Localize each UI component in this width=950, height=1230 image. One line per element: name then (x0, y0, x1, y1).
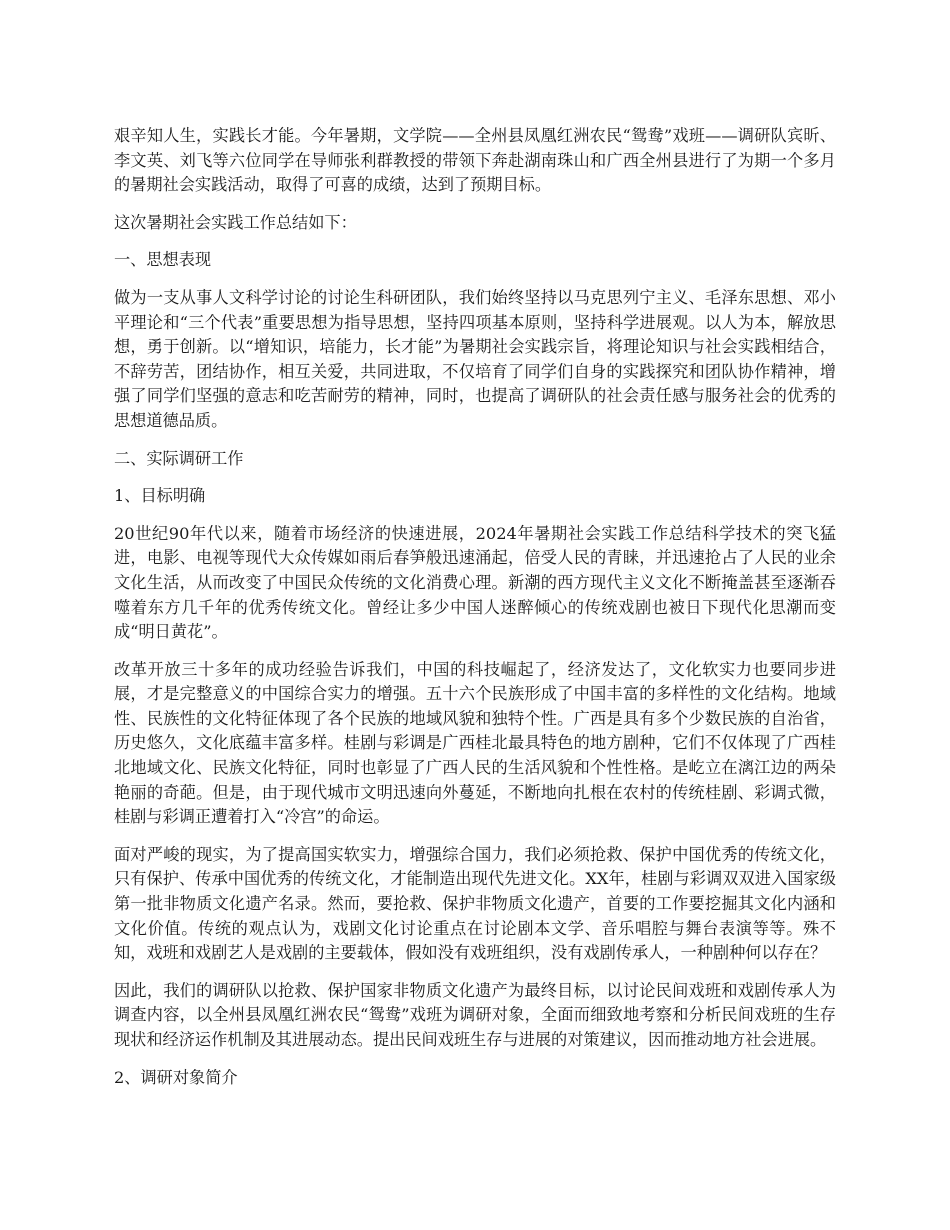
ideology-paragraph: 做为一支从事人文科学讨论的讨论生科研团队，我们始终坚持以马克思列宁主义、毛泽东思想、邓小平理论和“三个代表”重要思想为指导思想，坚持四项基本原则，坚持科学进展观。以人为本，解放思想，勇于创新。以“增知识，培能力，长才能”为暑期社会实践宗旨，将理论知识与社会实践相结合，不辞劳苦，团结协作，相互关爱，共同进取，不仅培育了同学们自身的实践探究和团队协作精神，增强了同学们坚强的意志和吃苦耐劳的精神，同时，也提高了调研队的社会责任感与服务社会的优秀的思想道德品质。 (114, 287, 836, 430)
summary-lead: 这次暑期社会实践工作总结如下： (114, 212, 357, 232)
intro-paragraph: 艰辛知人生，实践长才能。今年暑期，文学院——全州县凤凰红洲农民“鸳鸯”戏班——调研队宾昕、李文英、刘飞等六位同学在导师张利群教授的带领下奔赴湖南珠山和广西全州县进行了为期一个多月的暑期社会实践活动，取得了可喜的成绩，达到了预期目标。 (114, 126, 836, 195)
background-paragraph: 20世纪90年代以来，随着市场经济的快速进展，2024年暑期社会实践工作总结科学技术的突飞猛进，电影、电视等现代大众传媒如雨后春笋般迅速涌起，倍受人民的青睐，并迅速抢占了人民的业余文化生活，从而改变了中国民众传统的文化消费心理。新潮的西方现代主义文化不断掩盖甚至逐渐吞噬着东方几千年的优秀传统文化。曾经让多少中国人迷醉倾心的传统戏剧也被日下现代化思潮而变成“明日黄花”。 (114, 523, 836, 642)
subheading-subject-intro: 2、调研对象简介 (114, 1067, 238, 1087)
reform-paragraph: 改革开放三十多年的成功经验告诉我们，中国的科技崛起了，经济发达了，文化软实力也要同步进展，才是完整意义的中国综合实力的增强。五十六个民族形成了中国丰富的多样性的文化结构。地域性、民族性的文化特征体现了各个民族的地域风貌和独特个性。广西是具有多个少数民族的自治省，历史悠久，文化底蕴丰富多样。桂剧与彩调是广西桂北最具特色的地方剧种，它们不仅体现了广西桂北地域文化、民族文化特征，同时也彰显了广西人民的生活风貌和个性性格。是屹立在漓江边的两朵艳丽的奇葩。但是，由于现代城市文明迅速向外蔓延，不断地向扎根在农村的传统桂剧、彩调式微，桂剧与彩调正遭着打入“冷宫”的命运。 (114, 659, 836, 827)
section-heading-research: 二、实际调研工作 (114, 448, 244, 468)
document-body (114, 124, 836, 1103)
section-heading-ideology: 一、思想表现 (114, 250, 212, 270)
subheading-goal: 1、目标明确 (114, 486, 206, 506)
challenge-paragraph: 面对严峻的现实，为了提高国实软实力，增强综合国力，我们必须抢救、保护中国优秀的传统文化，只有保护、传承中国优秀的传统文化，才能制造出现代先进文化。XX年，桂剧与彩调双双进入国家级第一批非物质文化遗产名录。然而，要抢救、保护非物质文化遗产，首要的工作要挖掘其文化内涵和文化价值。传统的观点认为，戏剧文化讨论重点在讨论剧本文学、音乐唱腔与舞台表演等等。殊不知，戏班和戏剧艺人是戏剧的主要载体，假如没有戏班组织，没有戏剧传承人，一种剧种何以存在？ (114, 844, 836, 963)
purpose-paragraph: 因此，我们的调研队以抢救、保护国家非物质文化遗产为最终目标，以讨论民间戏班和戏剧传承人为调查内容，以全州县凤凰红洲农民“鸳鸯”戏班为调研对象，全面而细致地考察和分析民间戏班的生存现状和经济运作机制及其进展动态。提出民间戏班生存与进展的对策建议，因而推动地方社会进展。 (114, 980, 836, 1049)
